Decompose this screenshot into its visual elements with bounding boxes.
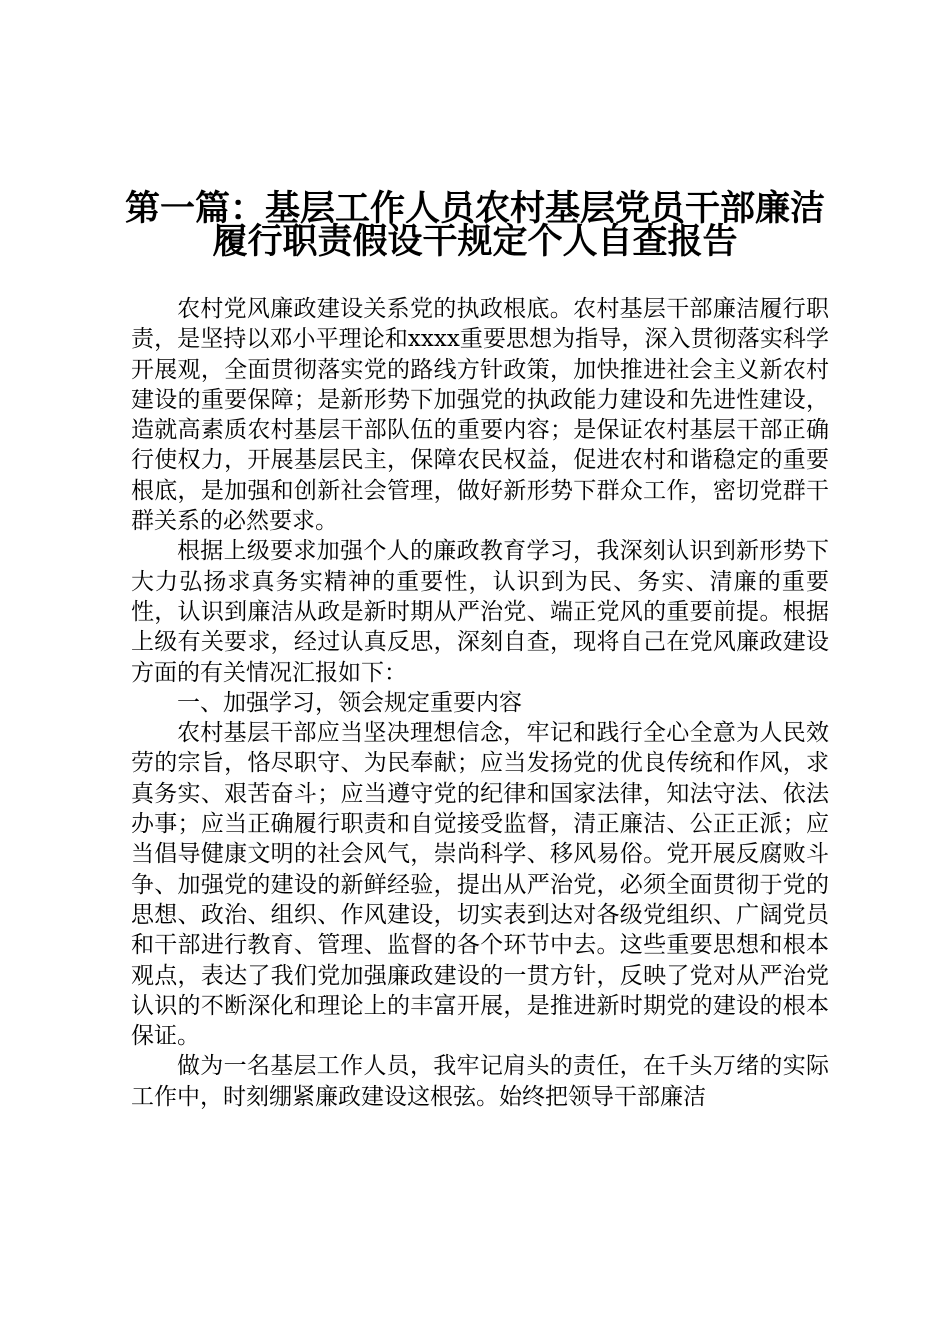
paragraph-personal: 做为一名基层工作人员，我牢记肩头的责任，在千头万绪的实际工作中，时刻绷紧廉政建设这根弦。始终把领导干部廉洁 <box>131 1053 829 1110</box>
document-body <box>131 294 829 1112</box>
document-title-line-1: 第一篇：基层工作人员农村基层党员干部廉洁 <box>124 188 825 229</box>
document-title-line-2: 履行职责假设干规定个人自查报告 <box>212 221 738 262</box>
paragraph-requirements: 农村基层干部应当坚决理想信念，牢记和践行全心全意为人民效劳的宗旨，恪尽职守、为民奉献；应当发扬党的优良传统和作风，求真务实、艰苦奋斗；应当遵守党的纪律和国家法律，知法守法、依法办事；应当正确履行职责和自觉接受监督，清正廉洁、公正正派；应当倡导健康文明的社会风气，崇尚科学、移风易俗。党开展反腐败斗争、加强党的建设的新鲜经验，提出从严治党，必须全面贯彻于党的思想、政治、组织、作风建设，切实表到达对各级党组织、广阔党员和干部进行教育、管理、监督的各个环节中去。这些重要思想和根本观点，表达了我们党加强廉政建设的一贯方针，反映了党对从严治党认识的不断深化和理论上的丰富开展，是推进新时期党的建设的根本保证。 <box>131 720 829 1050</box>
section-heading-1: 一、加强学习，领会规定重要内容 <box>177 689 522 716</box>
paragraph-intro: 农村党风廉政建设关系党的执政根底。农村基层干部廉洁履行职责，是坚持以邓小平理论和xxxx重要思想为指导，深入贯彻落实科学开展观，全面贯彻落实党的路线方针政策，加快推进社会主义新农村建设的重要保障；是新形势下加强党的执政能力建设和先进性建设，造就高素质农村基层干部队伍的重要内容；是保证农村基层干部正确行使权力，开展基层民主，保障农民权益，促进农村和谐稳定的重要根底，是加强和创新社会管理，做好新形势下群众工作，密切党群干群关系的必然要求。 <box>131 296 829 535</box>
paragraph-self-review: 根据上级要求加强个人的廉政教育学习，我深刻认识到新形势下大力弘扬求真务实精神的重要性，认识到为民、务实、清廉的重要性，认识到廉洁从政是新时期从严治党、端正党风的重要前提。根据上级有关要求，经过认真反思，深刻自查，现将自己在党风廉政建设方面的有关情况汇报如下： <box>131 538 829 686</box>
